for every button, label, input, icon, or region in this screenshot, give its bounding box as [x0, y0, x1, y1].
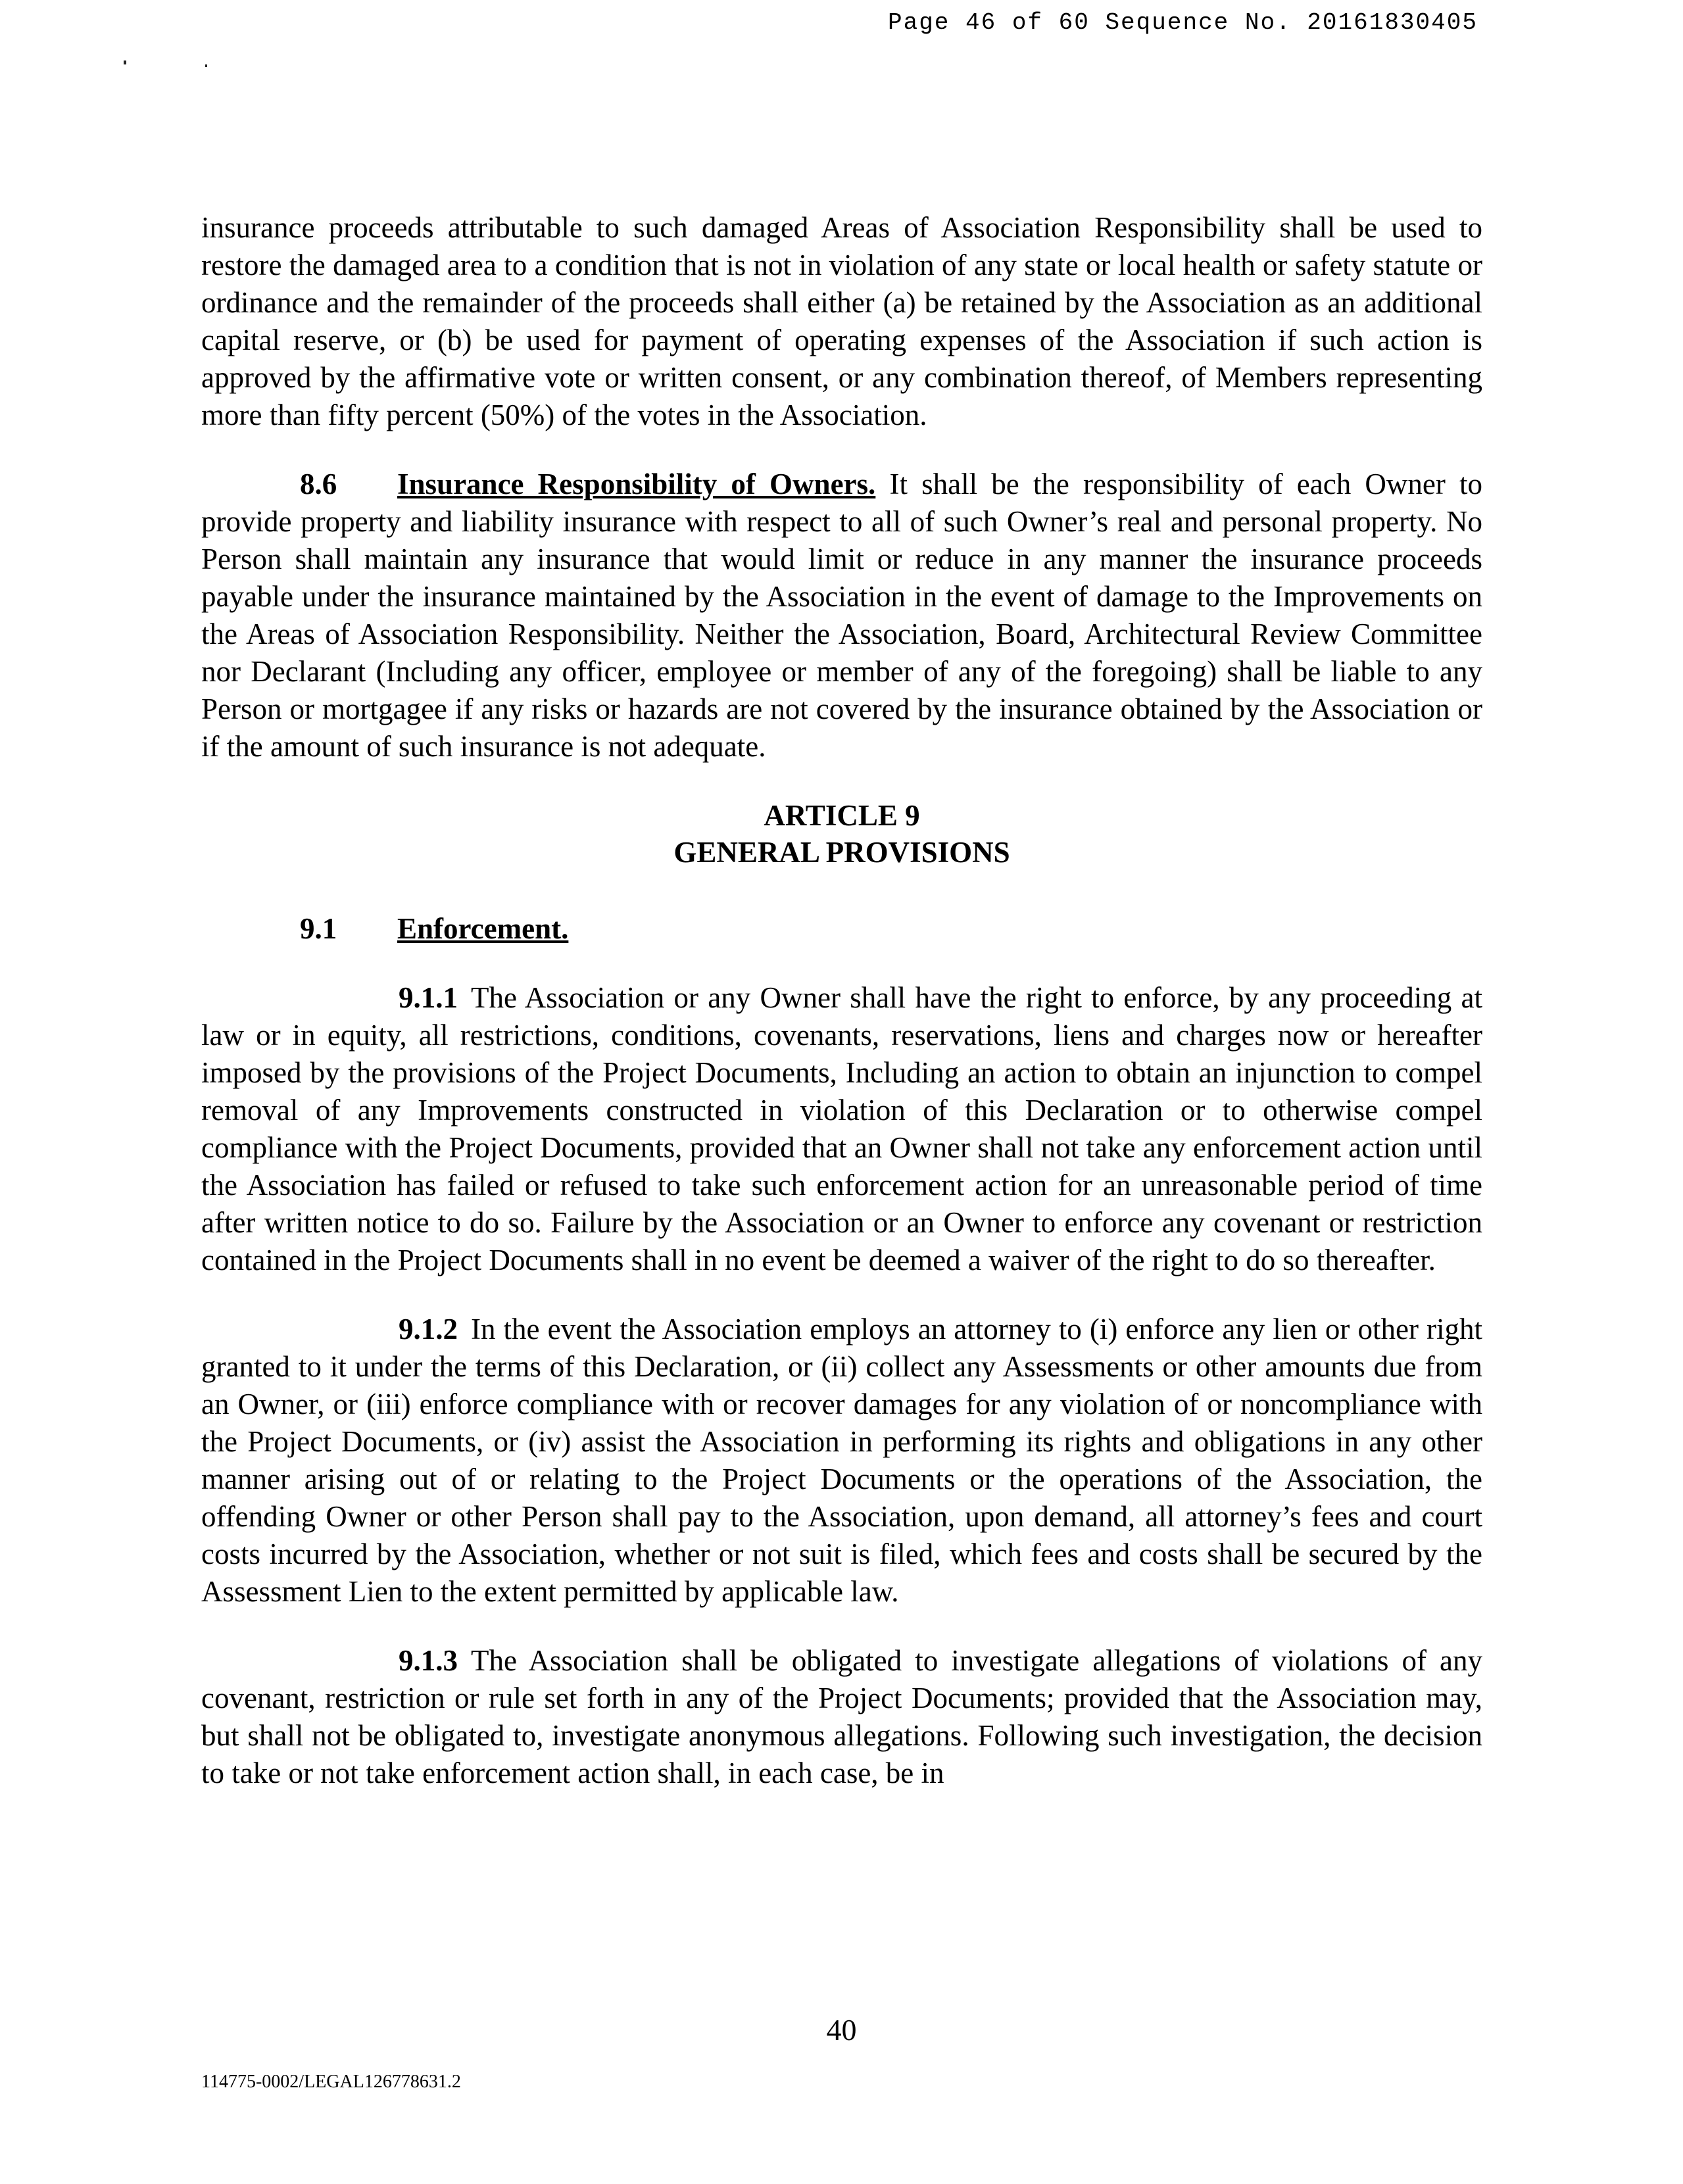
article-number: ARTICLE 9: [764, 799, 920, 832]
section-heading: Enforcement.: [397, 912, 569, 945]
article-heading: [201, 797, 1482, 871]
page-number: 40: [826, 2013, 857, 2047]
section-number: 9.1: [300, 912, 337, 945]
article-title: GENERAL PROVISIONS: [673, 836, 1010, 869]
scan-speck: [205, 64, 207, 67]
section-9-1: [201, 910, 1482, 948]
subsection-9-1-3: [201, 1642, 1482, 1792]
document-id: 114775-0002/LEGAL126778631.2: [201, 2072, 461, 2092]
subsection-number: 9.1.1: [399, 981, 458, 1014]
subsection-number: 9.1.2: [399, 1313, 458, 1346]
section-heading: Insurance Responsibility of Owners.: [397, 468, 876, 500]
scan-speck: [124, 61, 126, 64]
document-body: [201, 209, 1482, 1824]
section-8-6: [201, 466, 1482, 765]
subsection-text: The Association shall be obligated to investigate allegations of violations of any covenant, restriction or rule set forth in any of the Project Documents; provided that the Association may, but shall not be obligated to, investigate anonymous allegations. Following such investigation, the decision to take or not take enforcement action shall, in each case, be in: [201, 1644, 1482, 1789]
subsection-9-1-2: [201, 1311, 1482, 1611]
intro-paragraph: insurance proceeds attributable to such damaged Areas of Association Responsibility shall be used to restore the damaged area to a condition that is not in violation of any state or local health or safety statute or ordinance and the remainder of the proceeds shall either (a) be retained by the Association as an additional capital reserve, or (b) be used for payment of operating expenses of the Association if such action is approved by the affirmative vote or written consent, or any combination thereof, of Members representing more than fifty percent (50%) of the votes in the Association.: [201, 211, 1482, 431]
section-text: It shall be the responsibility of each Owner to provide property and liability insurance with respect to all of such Owner’s real and personal property. No Person shall maintain any insurance that would limit or reduce in any manner the insurance proceeds payable under the insurance maintained by the Association in the event of damage to the Improvements on the Areas of Association Responsibility. Neither the Association, Board, Architectural Review Committee nor Declarant (Including any officer, employee or member of any of the foregoing) shall be liable to any Person or mortgagee if any risks or hazards are not covered by the insurance obtained by the Association or if the amount of such insurance is not adequate.: [201, 468, 1482, 763]
sequence-stamp: Page 46 of 60 Sequence No. 20161830405: [888, 9, 1478, 36]
section-number: 8.6: [300, 468, 337, 500]
subsection-text: In the event the Association employs an attorney to (i) enforce any lien or other right granted to it under the terms of this Declaration, or (ii) collect any Assessments or other amounts due from an Owner, or (iii) enforce compliance with or recover damages for any violation of or noncompliance with the Project Documents, or (iv) assist the Association in performing its rights and obligations in any other manner arising out of or relating to the Project Documents or the operations of the Association, the offending Owner or other Person shall pay to the Association, upon demand, all attorney’s fees and court costs incurred by the Association, whether or not suit is filed, which fees and costs shall be secured by the Assessment Lien to the extent permitted by applicable law.: [201, 1313, 1482, 1608]
subsection-text: The Association or any Owner shall have the right to enforce, by any proceeding at law or in equity, all restrictions, conditions, covenants, reservations, liens and charges now or hereafter imposed by the provisions of the Project Documents, Including an action to obtain an injunction to compel removal of any Improvements constructed in violation of this Declaration or to otherwise compel compliance with the Project Documents, provided that an Owner shall not take any enforcement action until the Association has failed or refused to take such enforcement action for an unreasonable period of time after written notice to do so. Failure by the Association or an Owner to enforce any covenant or restriction contained in the Project Documents shall in no event be deemed a waiver of the right to do so thereafter.: [201, 981, 1482, 1276]
subsection-9-1-1: [201, 979, 1482, 1279]
subsection-number: 9.1.3: [399, 1644, 458, 1677]
